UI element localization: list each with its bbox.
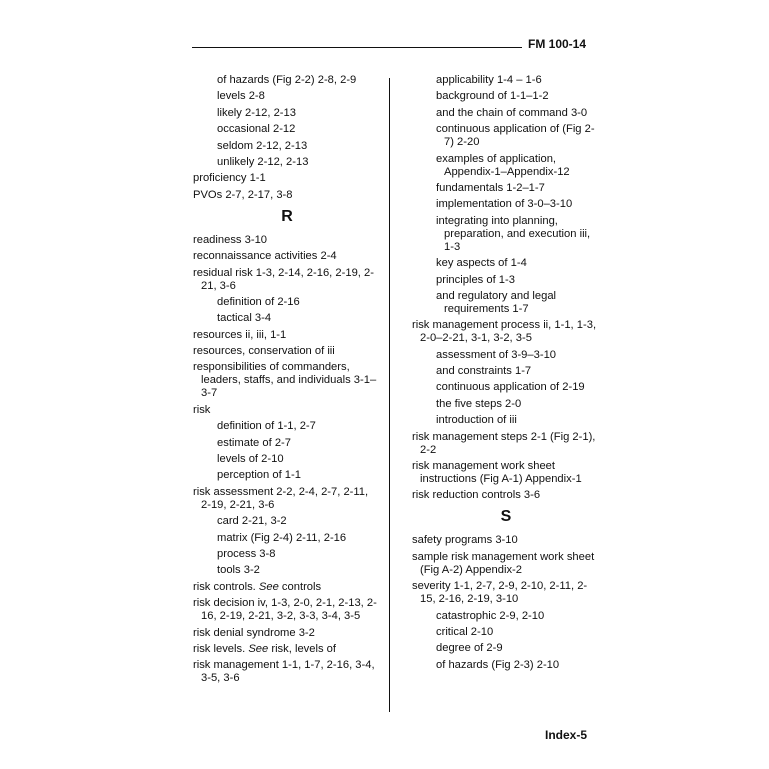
entry-text: risk (193, 403, 211, 416)
entry-text: risk management process ii, 1-1, 1-3, 2-0–2-21, 3-1, 3-2, 3-5 (412, 319, 597, 345)
entry-text: tools 3-2 (217, 564, 260, 577)
index-subentry (412, 290, 600, 316)
entry-text: definition of 1-1, 2-7 (217, 420, 316, 433)
entry-text: levels 2-8 (217, 90, 265, 103)
entry-text: continuous application of (Fig 2-7) 2-20 (436, 123, 595, 149)
index-subentry (193, 469, 381, 482)
index-subentry (412, 182, 600, 195)
entry-text: background of 1-1–1-2 (436, 90, 549, 103)
index-entry (193, 404, 381, 417)
index-entry (193, 643, 381, 656)
entry-text: of hazards (Fig 2-3) 2-10 (436, 658, 560, 671)
index-subentry (412, 659, 600, 672)
entry-text: residual risk 1-3, 2-14, 2-16, 2-19, 2-21, 3-6 (193, 266, 374, 292)
index-subentry (412, 642, 600, 655)
index-subentry (193, 437, 381, 450)
index-subentry (412, 153, 600, 179)
entry-text: and constraints 1-7 (436, 365, 532, 378)
entry-text: assessment of 3-9–3-10 (436, 348, 557, 361)
index-entry (412, 431, 600, 457)
index-entry (193, 234, 381, 247)
index-entry (412, 460, 600, 486)
index-subentry (193, 90, 381, 103)
entry-text: of hazards (Fig 2-2) 2-8, 2-9 (217, 74, 357, 86)
entry-text: tactical 3-4 (217, 312, 272, 325)
index-subentry (193, 532, 381, 545)
index-subentry (193, 123, 381, 136)
entry-text: the five steps 2-0 (436, 397, 522, 410)
index-subentry (412, 274, 600, 287)
index-subentry (412, 626, 600, 639)
entry-text: risk controls. (193, 580, 256, 593)
entry-text: perception of 1-1 (217, 469, 301, 482)
entry-text: risk management 1-1, 1-7, 2-16, 3-4, 3-5, 3-6 (193, 659, 375, 685)
index-entry (193, 267, 381, 293)
entry-text: critical 2-10 (436, 625, 494, 638)
see-reference: See (258, 580, 279, 593)
index-subentry (193, 515, 381, 528)
index-subentry (193, 420, 381, 433)
entry-text: key aspects of 1-4 (436, 257, 527, 270)
entry-text: and regulatory and legal requirements 1-7 (436, 289, 557, 315)
index-subentry (412, 90, 600, 103)
entry-text: fundamentals 1-2–1-7 (436, 181, 545, 194)
index-subentry (412, 74, 600, 87)
index-subentry (412, 365, 600, 378)
index-subentry (193, 548, 381, 561)
column-divider (389, 78, 390, 712)
entry-text: integrating into planning, preparation, and execution iii, 1-3 (436, 214, 591, 253)
entry-text: continuous application of 2-19 (436, 381, 585, 394)
entry-text: introduction of iii (436, 414, 517, 427)
index-entry (193, 627, 381, 640)
index-subentry (193, 564, 381, 577)
index-subentry (193, 156, 381, 169)
entry-text: risk assessment 2-2, 2-4, 2-7, 2-11, 2-19, 2-21, 3-6 (193, 485, 369, 511)
entry-text: catastrophic 2-9, 2-10 (436, 609, 545, 622)
entry-text: readiness 3-10 (193, 233, 268, 246)
index-subentry (412, 381, 600, 394)
entry-text: severity 1-1, 2-7, 2-9, 2-10, 2-11, 2-15, 2-16, 2-19, 3-10 (412, 580, 588, 606)
entry-text: unlikely 2-12, 2-13 (217, 155, 309, 168)
entry-text: safety programs 3-10 (412, 534, 518, 547)
index-subentry (412, 349, 600, 362)
entry-text: PVOs 2-7, 2-17, 3-8 (193, 188, 293, 201)
index-subentry (412, 198, 600, 211)
index-subentry (412, 610, 600, 623)
entry-text: degree of 2-9 (436, 642, 503, 655)
index-entry (193, 189, 381, 202)
entry-text: risk levels. (193, 642, 246, 655)
entry-text: seldom 2-12, 2-13 (217, 139, 308, 152)
entry-text: sample risk management work sheet (Fig A-2) Appendix-2 (412, 550, 595, 576)
index-subentry (412, 257, 600, 270)
index-entry (412, 534, 600, 547)
entry-text: card 2-21, 3-2 (217, 515, 287, 528)
index-entry (193, 250, 381, 263)
see-target: controls (278, 580, 322, 593)
index-subentry (193, 453, 381, 466)
index-entry (193, 486, 381, 512)
header-rule (192, 47, 522, 48)
index-subentry (193, 74, 381, 87)
entry-text: risk management steps 2-1 (Fig 2-1), 2-2 (412, 430, 596, 456)
entry-text: reconnaissance activities 2-4 (193, 250, 337, 263)
index-subentry (193, 296, 381, 309)
entry-text: risk management work sheet instructions (Fig A-1) Appendix-1 (412, 460, 582, 486)
index-subentry (412, 414, 600, 427)
entry-text: occasional 2-12 (217, 123, 296, 136)
index-entry (193, 361, 381, 400)
index-subentry (193, 312, 381, 325)
index-subentry (193, 140, 381, 153)
index-subentry (412, 123, 600, 149)
entry-text: implementation of 3-0–3-10 (436, 198, 573, 211)
index-subentry (193, 107, 381, 120)
see-reference: See (248, 642, 269, 655)
index-entry (412, 580, 600, 606)
running-header: FM 100-14 (528, 37, 587, 51)
entry-text: risk decision iv, 1-3, 2-0, 2-1, 2-13, 2-16, 2-19, 2-21, 3-2, 3-3, 3-4, 3-5 (193, 597, 377, 623)
entry-text: likely 2-12, 2-13 (217, 106, 296, 119)
index-entry (193, 329, 381, 342)
index-column-left (193, 74, 381, 689)
entry-text: risk reduction controls 3-6 (412, 489, 541, 502)
entry-text: applicability 1-4 – 1-6 (436, 74, 542, 86)
index-subentry (412, 107, 600, 120)
index-entry (193, 345, 381, 358)
index-subentry (412, 215, 600, 254)
entry-text: matrix (Fig 2-4) 2-11, 2-16 (217, 531, 347, 544)
index-entry (193, 172, 381, 185)
entry-text: examples of application, Appendix-1–Appendix-12 (436, 152, 570, 178)
entry-text: responsibilities of commanders, leaders, staffs, and individuals 3-1–3-7 (193, 361, 377, 400)
index-entry (193, 581, 381, 594)
section-letter: S (500, 508, 512, 526)
entry-text: and the chain of command 3-0 (436, 106, 588, 119)
entry-text: levels of 2-10 (217, 453, 284, 466)
index-entry (193, 659, 381, 685)
section-letter: R (281, 207, 293, 225)
entry-text: resources, conservation of iii (193, 345, 335, 358)
see-target: risk, levels of (268, 642, 336, 655)
index-entry (412, 551, 600, 577)
entry-text: resources ii, iii, 1-1 (193, 328, 287, 341)
entry-text: definition of 2-16 (217, 295, 300, 308)
entry-text: risk denial syndrome 3-2 (193, 626, 315, 639)
entry-text: process 3-8 (217, 547, 276, 560)
index-entry (412, 489, 600, 502)
entry-text: principles of 1-3 (436, 273, 515, 286)
page-number: Index-5 (545, 728, 588, 742)
index-column-right (412, 74, 600, 675)
index-entry (412, 319, 600, 345)
entry-text: proficiency 1-1 (193, 172, 266, 185)
index-entry (193, 597, 381, 623)
index-subentry (412, 398, 600, 411)
entry-text: estimate of 2-7 (217, 436, 291, 449)
